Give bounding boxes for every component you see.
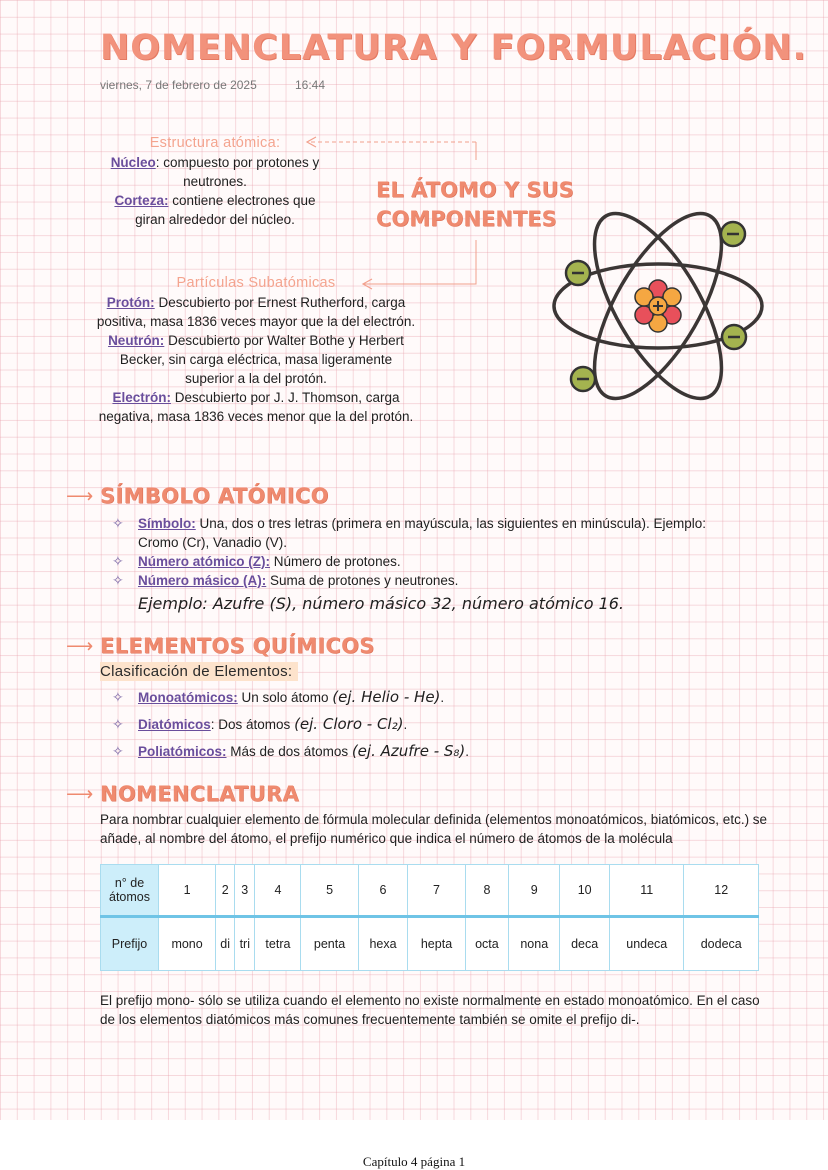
- particulas-heading: Partículas Subatómicas: [176, 275, 336, 291]
- table-cell: 3: [235, 865, 255, 917]
- page-date: viernes, 7 de febrero de 2025: [100, 78, 257, 92]
- corteza-definition: Corteza: contiene electrones que giran alrededor del núcleo.: [114, 193, 316, 227]
- proton-term: Protón:: [106, 295, 155, 310]
- sparkle-icon: ✧: [112, 743, 124, 759]
- proton-definition: Protón: Descubierto por Ernest Rutherford, carga positiva, masa 1836 veces mayor que la del electrón.: [96, 295, 416, 329]
- table-cell: 6: [358, 865, 408, 917]
- table-cell: nona: [509, 917, 560, 971]
- nomenclatura-heading: NOMENCLATURA: [100, 782, 300, 806]
- section-arrow-icon: ⟶: [66, 486, 94, 507]
- nomenclatura-note: El prefijo mono- sólo se utiliza cuando el elemento no existe normalmente en estado monoatómico. En el caso de los elementos diatómicos más comunes frecuentemente también se omite el prefijo di-.: [100, 993, 760, 1027]
- list-item: ✧ Monoatómicos: Un solo átomo (ej. Helio - He).: [112, 684, 732, 711]
- table-cell: tetra: [255, 917, 301, 971]
- estructura-heading: Estructura atómica:: [149, 135, 281, 151]
- table-cell: 12: [684, 865, 759, 917]
- table-cell: hexa: [358, 917, 408, 971]
- estructura-block: [100, 134, 330, 229]
- table-cell: penta: [301, 917, 358, 971]
- electron-definition: Electrón: Descubierto por J. J. Thomson, carga negativa, masa 1836 veces menor que la del protón.: [98, 390, 414, 424]
- list-item: ✧ Poliatómicos: Más de dos átomos (ej. Azufre - S₈).: [112, 738, 732, 765]
- table-cell: 9: [509, 865, 560, 917]
- electron-top-right: [721, 222, 745, 246]
- table-cell: di: [216, 917, 235, 971]
- table-row: [101, 865, 759, 917]
- simbolo-heading: SÍMBOLO ATÓMICO: [100, 484, 329, 508]
- elementos-heading: ELEMENTOS QUÍMICOS: [100, 634, 375, 658]
- electron-term: Electrón:: [112, 390, 171, 405]
- neutron-term: Neutrón:: [108, 333, 165, 348]
- nucleo-definition: Núcleo: compuesto por protones y neutrones.: [110, 155, 320, 189]
- table-cell: 7: [408, 865, 465, 917]
- nomenclatura-intro: Para nombrar cualquier elemento de fórmula molecular definida (elementos monoatómicos, biatómicos, etc.) se añade, al nombre del átomo, el prefijo numérico que indica el número de átomos de la molécula: [100, 812, 768, 846]
- table-header-cell: Prefijo: [101, 917, 159, 971]
- sparkle-icon: ✧: [112, 553, 124, 569]
- table-cell: 10: [560, 865, 610, 917]
- elementos-list: [112, 684, 732, 765]
- clasificacion-heading: Clasificación de Elementos:: [100, 662, 298, 681]
- atom-illustration: [548, 196, 768, 416]
- list-item: ✧ Número atómico (Z): Número de protones.: [112, 553, 401, 569]
- list-item: ✧ Símbolo: Una, dos o tres letras (primera en mayúscula, las siguientes en minúscula). Ejemplo: Cromo (Cr), Vanadio (V).: [112, 515, 706, 550]
- electron-left: [566, 261, 590, 285]
- table-cell: 4: [255, 865, 301, 917]
- page-time: 16:44: [295, 78, 326, 92]
- electron-right: [722, 325, 746, 349]
- table-header-cell: n° de átomos: [101, 865, 159, 917]
- sparkle-icon: ✧: [112, 515, 124, 531]
- page-title: NOMENCLATURA Y FORMULACIÓN.: [100, 28, 807, 68]
- section-arrow-icon: ⟶: [66, 784, 94, 805]
- table-cell: hepta: [408, 917, 465, 971]
- sparkle-icon: ✧: [112, 572, 124, 588]
- neutron-definition: Neutrón: Descubierto por Walter Bothe y Herbert Becker, sin carga eléctrica, masa ligeramente superior a la del protón.: [108, 333, 404, 386]
- nucleo-term: Núcleo: [110, 155, 156, 170]
- atom-heading: EL ÁTOMO Y SUS COMPONENTES: [376, 178, 574, 231]
- table-cell: octa: [465, 917, 509, 971]
- table-cell: dodeca: [684, 917, 759, 971]
- sparkle-icon: ✧: [112, 689, 124, 705]
- table-cell: deca: [560, 917, 610, 971]
- simbolo-list: [112, 514, 732, 613]
- table-cell: 1: [159, 865, 216, 917]
- table-cell: mono: [159, 917, 216, 971]
- table-cell: 11: [610, 865, 684, 917]
- particulas-block: [96, 274, 416, 426]
- nucleus: [635, 280, 681, 332]
- table-cell: tri: [235, 917, 255, 971]
- table-cell: 8: [465, 865, 509, 917]
- table-row: [101, 917, 759, 971]
- prefix-table: [100, 864, 759, 971]
- electron-bottom-left: [571, 367, 595, 391]
- table-cell: 5: [301, 865, 358, 917]
- corteza-term: Corteza:: [114, 193, 169, 208]
- list-item: ✧ Número másico (A): Suma de protones y neutrones.: [112, 572, 459, 588]
- list-item: ✧ Diatómicos: Dos átomos (ej. Cloro - Cl₂).: [112, 711, 732, 738]
- page-footer: Capítulo 4 página 1: [362, 1154, 466, 1169]
- section-arrow-icon: ⟶: [66, 636, 94, 657]
- table-cell: 2: [216, 865, 235, 917]
- sparkle-icon: ✧: [112, 716, 124, 732]
- simbolo-example: Ejemplo: Azufre (S), número másico 32, número atómico 16.: [138, 594, 625, 613]
- table-cell: undeca: [610, 917, 684, 971]
